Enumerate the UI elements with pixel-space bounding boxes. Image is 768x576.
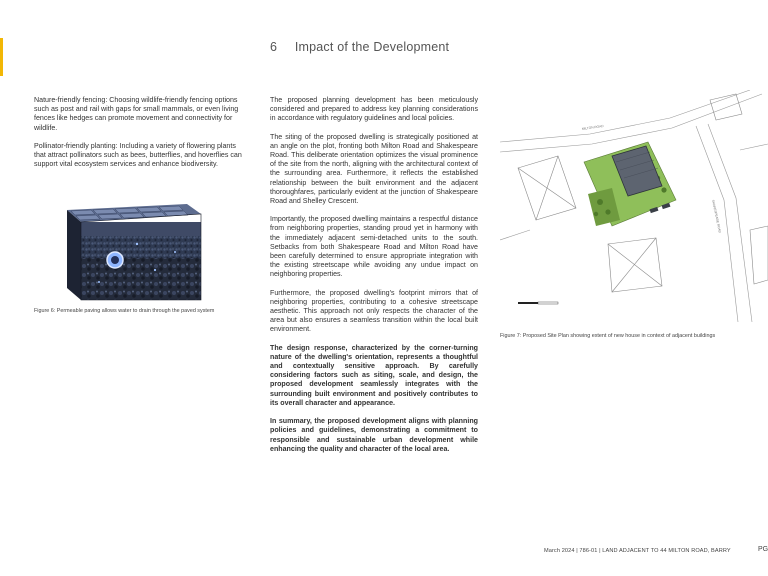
- proposed-site-plan: [500, 90, 768, 322]
- section-number: 6: [270, 40, 278, 54]
- permeable-paving-illustration: [55, 200, 205, 304]
- figure-7-caption: Figure 7: Proposed Site Plan showing extent of new house in context of adjacent buildings: [500, 333, 716, 339]
- scale-bar: [518, 302, 558, 304]
- section-accent-bar: [0, 38, 3, 76]
- figure-6-caption: Figure 6: Permeable paving allows water to drain through the paved system: [34, 308, 215, 314]
- paragraph-design-response: The design response, characterized by the corner-turning nature of the dwelling's orientation, represents a thoughtful and contextually sensitive approach. By carefully considering factors such as siting, scale, and design, the proposed development seamlessly integrates with the surrounding built environment and positively contributes to its overall character and appearance.: [270, 343, 478, 407]
- paragraph-footprint: Furthermore, the proposed dwelling's footprint mirrors that of neighboring properties, contributing to a cohesive streetscape aesthetic. This approach not only respects the character of the area but also ensures a seamless transition within the local built environment.: [270, 288, 478, 334]
- middle-column: [270, 96, 478, 463]
- page-heading: [270, 40, 449, 54]
- section-title: Impact of the Development: [294, 40, 450, 54]
- plan-label-shakespeare-road: SHAKESPEARE ROAD: [711, 199, 722, 234]
- paragraph-siting: The siting of the proposed dwelling is strategically positioned at an angle on the plot, fronting both Milton Road and Shakespeare Road. This deliberate orientation optimizes the visual prominence of the site from the north, aligning with the architectural context of the surrounding area. Furthermore, it reflects the established relationship between the built environment and the adjacent thoroughfares, particularly evident at the junction of Shakespeare Road and Shelley Crescent.: [270, 132, 478, 206]
- plan-label-milton-road: MILTON ROAD: [581, 123, 604, 131]
- paragraph-intro: The proposed planning development has been meticulously considered and prepared to address key planning considerations in accordance with regulatory guidelines and local policies.: [270, 96, 478, 123]
- page-number-label: PG: [758, 546, 768, 553]
- page-footer: March 2024 | 786-01 | LAND ADJACENT TO 44 MILTON ROAD, BARRY: [544, 548, 731, 554]
- paragraph-pollinator: Pollinator-friendly planting: Including a variety of flowering plants that attract pollinators such as bees, butterflies, and hoverflies can support vital ecosystem services and enhance biodiversity.: [34, 141, 242, 169]
- paragraph-fencing: Nature-friendly fencing: Choosing wildlife-friendly fencing options such as post and rail with gaps for small mammals, or even living fences like hedges can promote movement and connectivity for wildlife.: [34, 96, 239, 132]
- paragraph-summary: In summary, the proposed development aligns with planning policies and guidelines, demonstrating a commitment to responsible and sustainable urban development while enhancing the quality and character of the local area.: [270, 417, 478, 453]
- paragraph-distance: Importantly, the proposed dwelling maintains a respectful distance from neighboring properties, standing proud yet in harmony with the immediately adjacent semi-detached units to the south. Setbacks from both Shakespeare Road and Milton Road have been carefully determined to ensure appropriate integration with the existing streetscape while avoiding any undue impact on neighboring properties.: [270, 215, 478, 279]
- left-column: [34, 96, 244, 178]
